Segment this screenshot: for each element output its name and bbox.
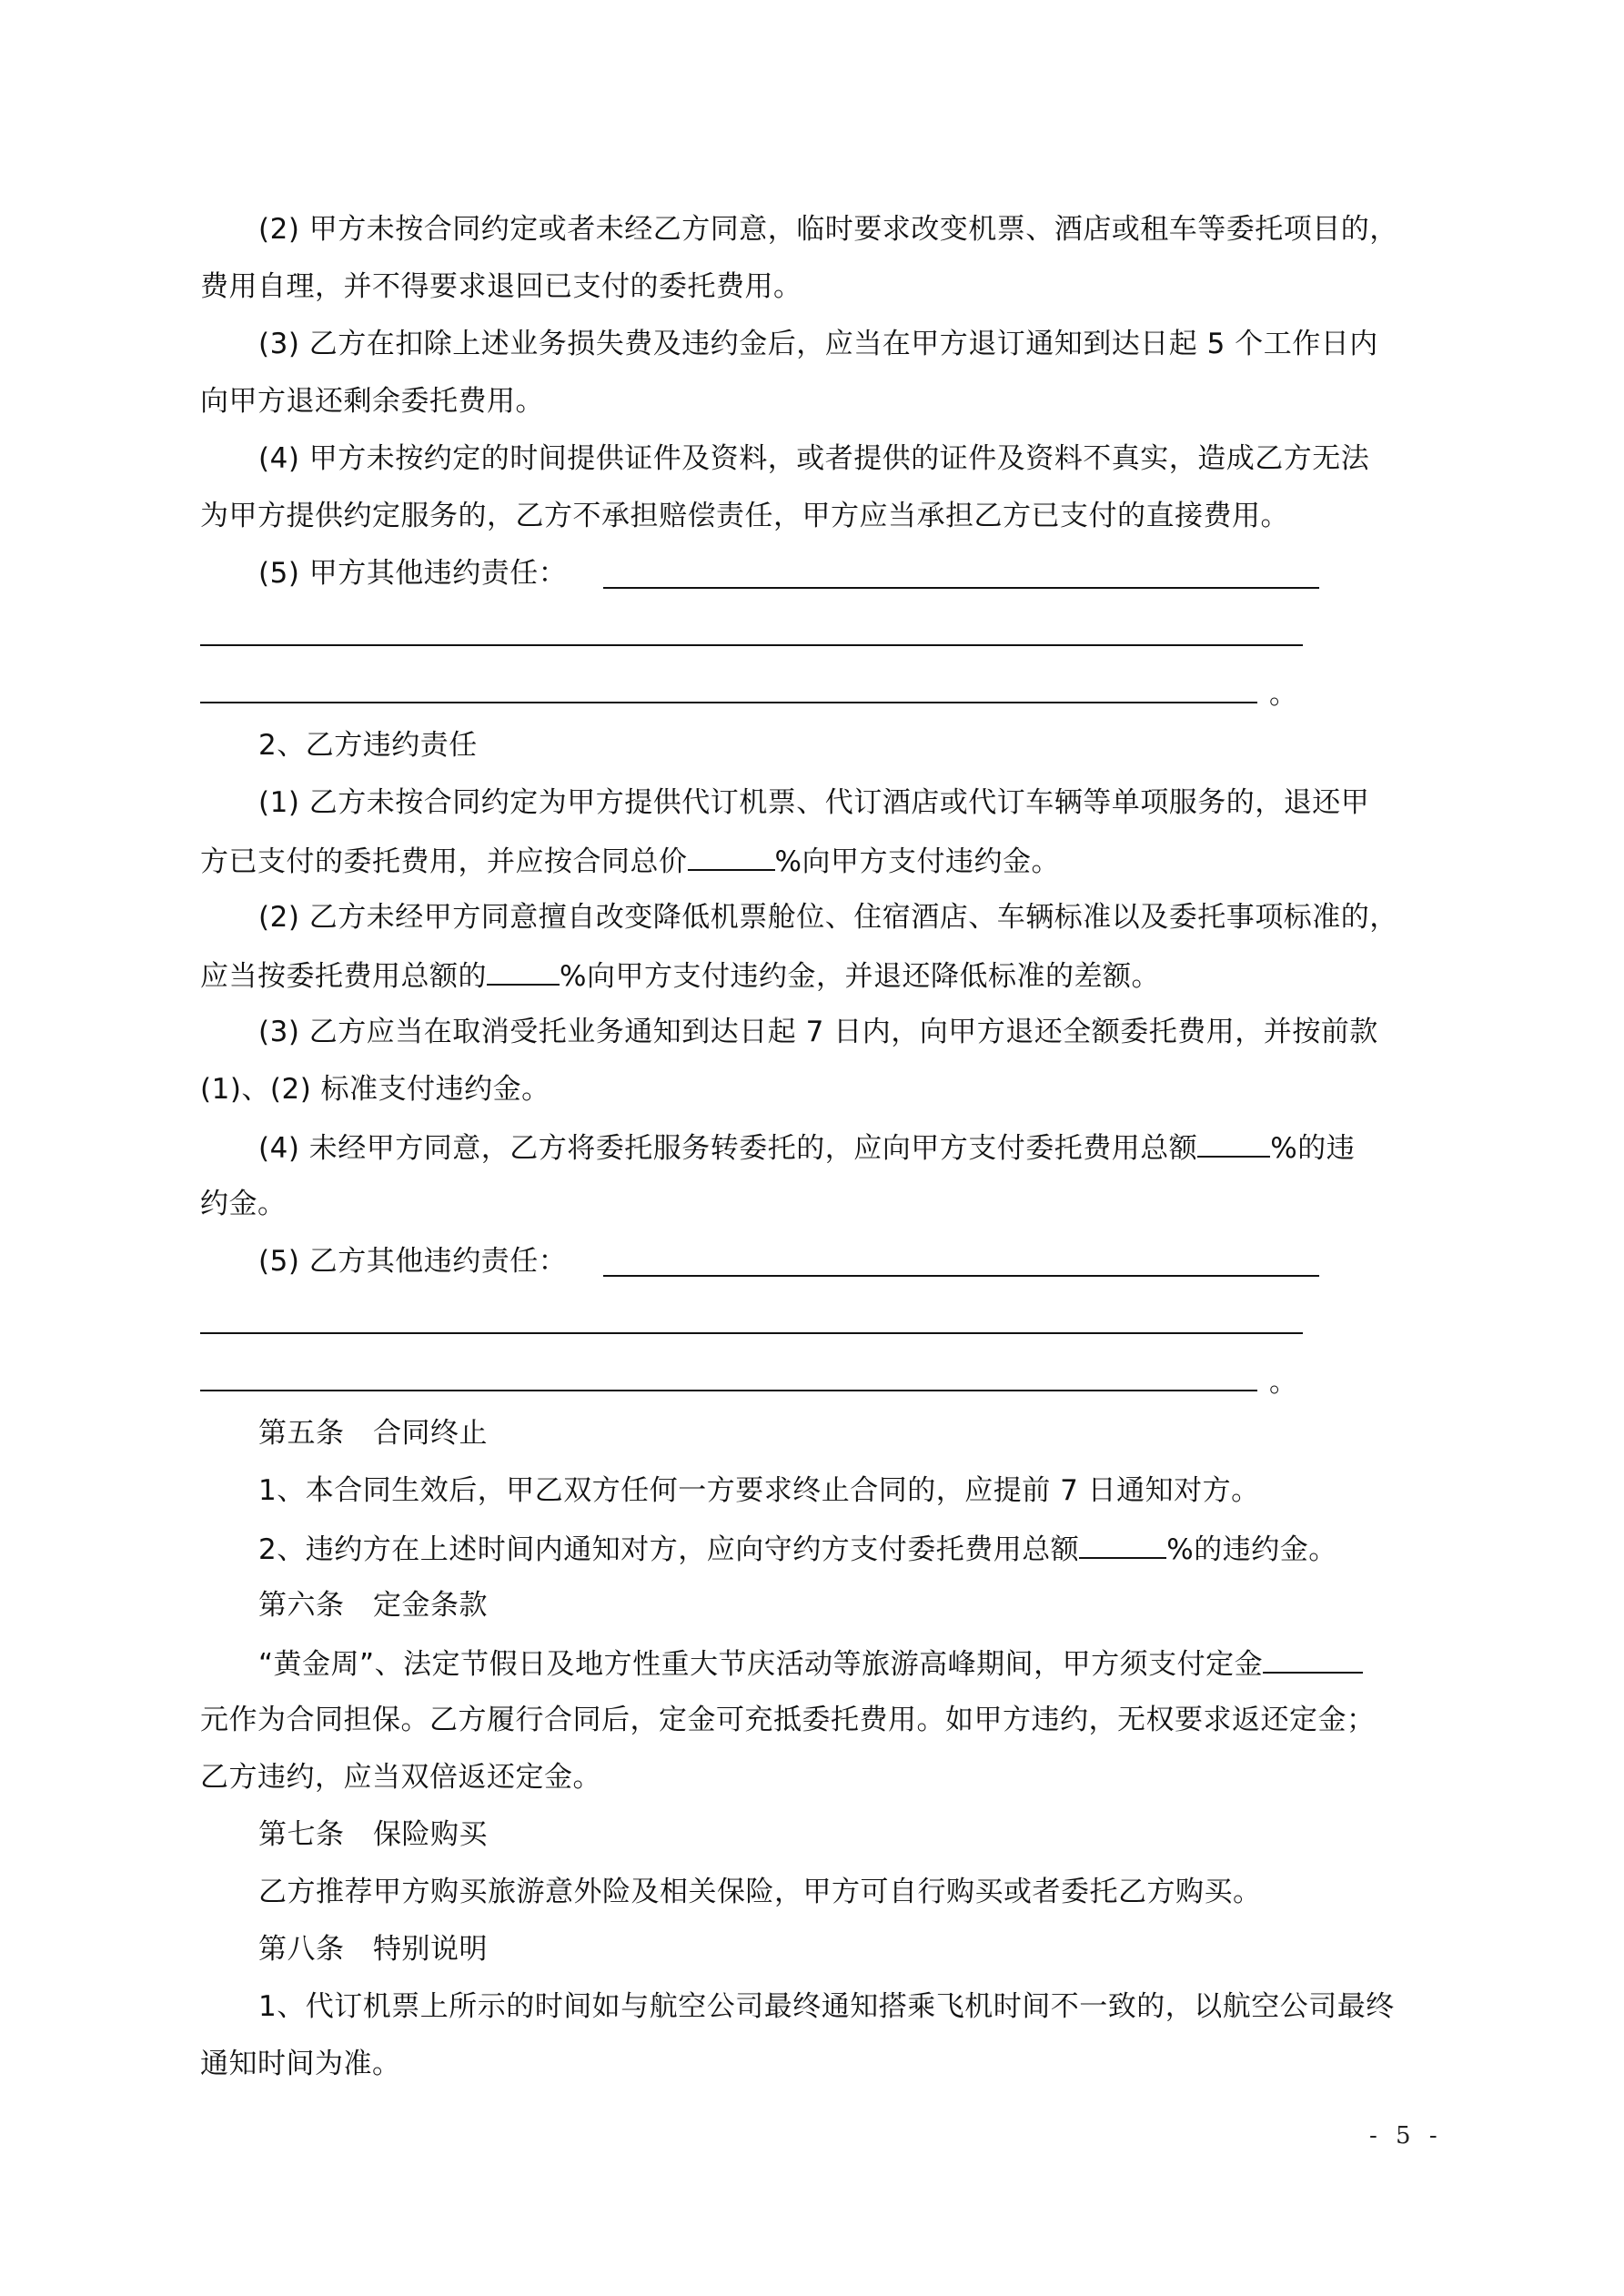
percent-blank: [487, 956, 560, 986]
period-mark: 。: [1269, 678, 1297, 711]
text-segment: 方已支付的委托费用，并应按合同总价: [200, 845, 688, 878]
deposit-amount-blank: [1263, 1644, 1363, 1674]
paragraph-line: 乙方推荐甲方购买旅游意外险及相关保险，甲方可自行购买或者委托乙方购买。: [258, 1876, 1262, 1908]
percent-blank: [1079, 1530, 1166, 1559]
percent-blank: [688, 842, 775, 871]
paragraph-line: [258, 1530, 1337, 1568]
page-number: - 5 -: [1369, 2122, 1443, 2149]
paragraph-line: (2) 甲方未按合同约定或者未经乙方同意，临时要求改变机票、酒店或租车等委托项目的，: [258, 213, 1398, 246]
paragraph-line: [258, 1644, 1363, 1683]
paragraph-line: 为甲方提供约定服务的，乙方不承担赔偿责任，甲方应当承担乙方已支付的直接费用。: [200, 500, 1289, 532]
paragraph-line: [200, 956, 1160, 995]
text-segment: %向甲方支付违约金。: [774, 845, 1060, 878]
paragraph-line: (3) 乙方在扣除上述业务损失费及违约金后，应当在甲方退订通知到达日起 5 个工作日内: [258, 328, 1378, 360]
article-heading: 第七条 保险购买: [258, 1818, 488, 1851]
fill-in-blank-line: [603, 1275, 1319, 1277]
text-segment: 2、违约方在上述时间内通知对方，应向守约方支付委托费用总额: [258, 1533, 1080, 1566]
article-heading: 第六条 定金条款: [258, 1589, 488, 1622]
paragraph-line: (1) 乙方未按合同约定为甲方提供代订机票、代订酒店或代订车辆等单项服务的，退还甲: [258, 786, 1370, 819]
section-heading: 2、乙方违约责任: [258, 729, 478, 762]
paragraph-line: 通知时间为准。: [200, 2048, 401, 2080]
text-segment: (4) 未经甲方同意，乙方将委托服务转委托的，应向甲方支付委托费用总额: [258, 1132, 1198, 1165]
text-segment: 应当按委托费用总额的: [200, 960, 487, 993]
text-segment: %的违: [1270, 1132, 1356, 1165]
paragraph-line: 约金。: [200, 1188, 287, 1220]
paragraph-line: 向甲方退还剩余委托费用。: [200, 385, 544, 418]
paragraph-line: [200, 842, 1060, 880]
text-segment: %的违约金。: [1166, 1533, 1337, 1566]
party-b-other-liability-label: (5) 乙方其他违约责任：: [258, 1245, 568, 1278]
paragraph-line: (4) 甲方未按约定的时间提供证件及资料，或者提供的证件及资料不真实，造成乙方无法: [258, 442, 1370, 475]
article-heading: 第八条 特别说明: [258, 1933, 488, 1966]
percent-blank: [1197, 1128, 1270, 1158]
paragraph-line: 乙方违约，应当双倍返还定金。: [200, 1761, 601, 1794]
paragraph-line: (1)、(2) 标准支付违约金。: [200, 1073, 550, 1106]
paragraph-line: [258, 1128, 1355, 1167]
article-heading: 第五条 合同终止: [258, 1417, 488, 1450]
fill-in-blank-line: [603, 587, 1319, 589]
fill-in-blank-line: [200, 1332, 1303, 1334]
paragraph-line: 1、本合同生效后，甲乙双方任何一方要求终止合同的，应提前 7 日通知对方。: [258, 1474, 1260, 1507]
paragraph-line: 元作为合同担保。乙方履行合同后，定金可充抵委托费用。如甲方违约，无权要求返还定金；: [200, 1704, 1376, 1736]
paragraph-line: 费用自理，并不得要求退回已支付的委托费用。: [200, 270, 802, 303]
period-mark: 。: [1269, 1366, 1297, 1399]
paragraph-line: (3) 乙方应当在取消受托业务通知到达日起 7 日内，向甲方退还全额委托费用，并按前款: [258, 1016, 1378, 1048]
fill-in-blank-line: [200, 702, 1257, 703]
party-a-other-liability-label: (5) 甲方其他违约责任：: [258, 557, 568, 590]
paragraph-line: 1、代订机票上所示的时间如与航空公司最终通知搭乘飞机时间不一致的，以航空公司最终: [258, 1990, 1395, 2023]
text-segment: “黄金周”、法定节假日及地方性重大节庆活动等旅游高峰期间，甲方须支付定金: [258, 1648, 1264, 1681]
fill-in-blank-line: [200, 1390, 1257, 1391]
paragraph-line: (2) 乙方未经甲方同意擅自改变降低机票舱位、住宿酒店、车辆标准以及委托事项标准的，: [258, 901, 1398, 934]
text-segment: %向甲方支付违约金，并退还降低标准的差额。: [560, 960, 1160, 993]
fill-in-blank-line: [200, 644, 1303, 646]
